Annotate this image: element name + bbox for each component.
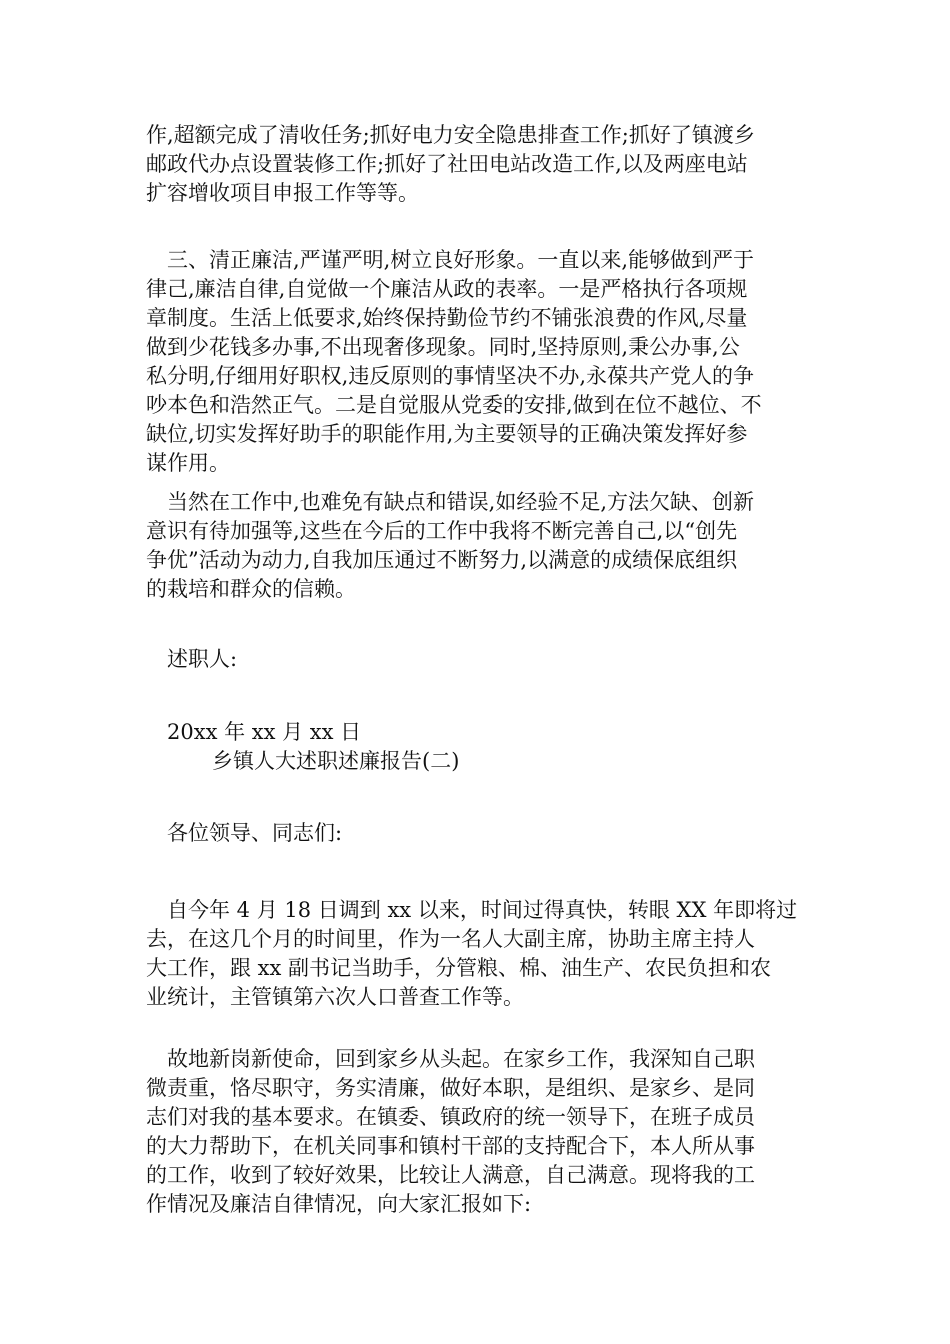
paragraph-1 [146, 121, 816, 208]
report-title: 乡镇人大述职述廉报告(二) [212, 749, 460, 773]
text-line: 扩容增收项目申报工作等等。 [146, 181, 419, 205]
text-line: 谋作用。 [146, 451, 230, 475]
text-line: 微责重，恪尽职守，务实清廉，做好本职，是组织、是家乡、是同 [146, 1076, 755, 1100]
paragraph-3 [146, 488, 816, 604]
text-line: 的大力帮助下，在机关同事和镇村干部的支持配合下，本人所从事 [146, 1134, 755, 1158]
text-line: 吵本色和浩然正气。二是自觉服从党委的安排,做到在位不越位、不 [146, 393, 762, 417]
paragraph-4 [146, 896, 816, 1012]
text-line: 大工作，跟 xx 副书记当助手，分管粮、棉、油生产、农民负担和农 [146, 956, 772, 980]
paragraph-5 [146, 1045, 816, 1219]
date-line: 20xx 年 xx 月 xx 日 [167, 720, 362, 744]
text-line: 邮政代办点设置装修工作;抓好了社田电站改造工作,以及两座电站 [146, 152, 748, 176]
text-line: 的栽培和群众的信赖。 [146, 577, 356, 601]
text-line: 作情况及廉洁自律情况，向大家汇报如下: [146, 1192, 532, 1216]
text-line: 志们对我的基本要求。在镇委、镇政府的统一领导下，在班子成员 [146, 1105, 755, 1129]
text-line: 故地新岗新使命，回到家乡从头起。在家乡工作，我深知自己职 [167, 1047, 755, 1071]
signature-line: 述职人: [167, 647, 238, 671]
text-line: 做到少花钱多办事,不出现奢侈现象。同时,坚持原则,秉公办事,公 [146, 335, 740, 359]
text-line: 缺位,切实发挥好助手的职能作用,为主要领导的正确决策发挥好参 [146, 422, 748, 446]
paragraph-2 [146, 246, 816, 478]
text-line: 当然在工作中,也难免有缺点和错误,如经验不足,方法欠缺、创新 [167, 490, 755, 514]
text-line: 意识有待加强等,这些在今后的工作中我将不断完善自己,以“创先 [146, 519, 738, 543]
text-line: 业统计，主管镇第六次人口普查工作等。 [146, 985, 524, 1009]
text-line: 作,超额完成了清收任务;抓好电力安全隐患排查工作;抓好了镇渡乡 [146, 123, 755, 147]
date-block [146, 718, 816, 776]
text-line: 章制度。生活上低要求,始终保持勤俭节约不铺张浪费的作风,尽量 [146, 306, 748, 330]
text-line: 三、清正廉洁,严谨严明,树立良好形象。一直以来,能够做到严于 [167, 248, 755, 272]
text-line: 的工作，收到了较好效果，比较让人满意，自己满意。现将我的工 [146, 1163, 755, 1187]
signature-block [146, 645, 816, 674]
salutation-line: 各位领导、同志们: [167, 821, 343, 845]
salutation-block [146, 819, 816, 848]
text-line: 律己,廉洁自律,自觉做一个廉洁从政的表率。一是严格执行各项规 [146, 277, 748, 301]
text-line: 争优”活动为动力,自我加压通过不断努力,以满意的成绩保底组织 [146, 548, 738, 572]
text-line: 私分明,仔细用好职权,违反原则的事情坚决不办,永葆共产党人的争 [146, 364, 755, 388]
text-line: 去，在这几个月的时间里，作为一名人大副主席，协助主席主持人 [146, 927, 755, 951]
text-line: 自今年 4 月 18 日调到 xx 以来，时间过得真快，转眼 XX 年即将过 [167, 898, 798, 922]
